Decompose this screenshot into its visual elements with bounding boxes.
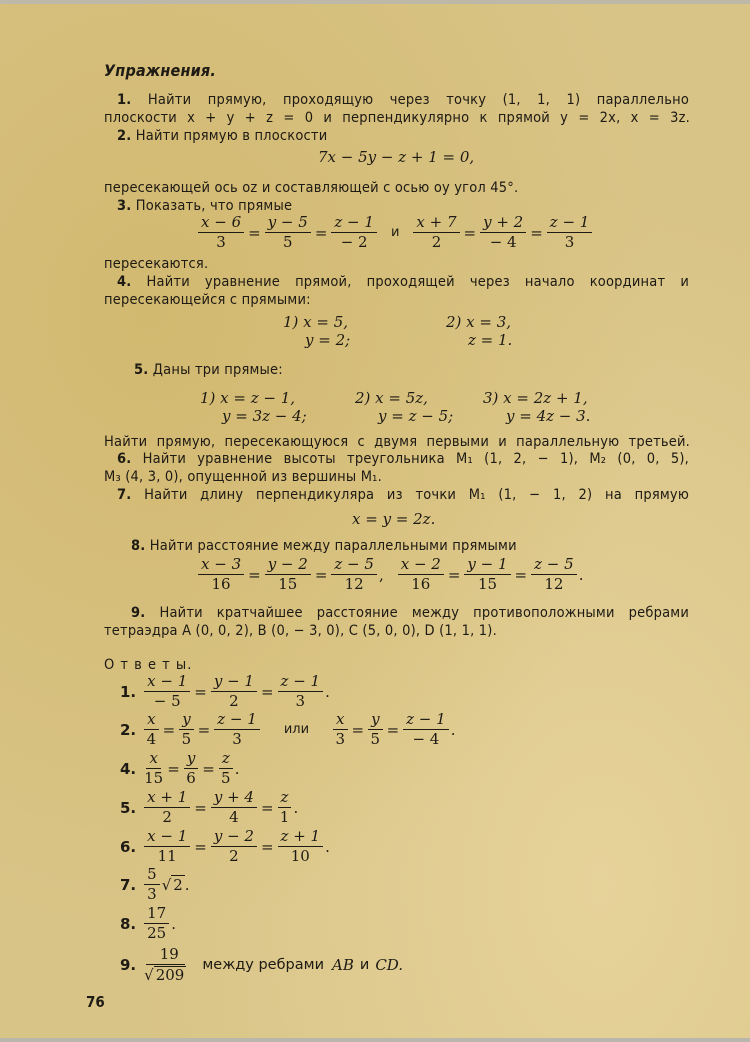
exercise-1-line1: 1. Найти прямую, проходящую через точку (1, 1, 1) параллельно	[117, 92, 690, 108]
exercise-9-line1: 9. Найти кратчайшее расстояние между противоположными ребрами	[131, 605, 690, 621]
page-number: 76	[86, 993, 105, 1011]
exercise-2-line1: 2. Найти прямую в плоскости	[117, 128, 328, 144]
exercise-5-line-3b: y = 4z − 3.	[506, 407, 591, 425]
exercise-3-lines-equation: $\frac{x - 6}{3}$ = $\frac{y - 5}{5}$ = $\frac{z - 1}{- 2}$ и $\frac{x + 7}{2}$ = $\frac{y + 2}{- 4}$ = $\frac{z - 1}{3}$	[196, 214, 594, 251]
answer-1: 1. $\frac{x - 1}{- 5}$ = $\frac{y - 1}{2}$ = $\frac{z - 1}{3}$ .	[120, 672, 330, 710]
exercise-4-line-2a: 2) x = 3,	[446, 313, 512, 331]
exercise-1-line2: плоскости x + y + z = 0 и перпендикулярно к прямой y = 2x, x = 3z.	[104, 110, 690, 126]
exercise-5-line-3a: 3) x = 2z + 1,	[483, 389, 588, 407]
exercise-5-line2: Найти прямую, пересекающуюся с двумя первыми и параллельную третьей.	[104, 434, 690, 450]
exercise-4-line1: 4. Найти уравнение прямой, проходящей через начало координат и	[117, 274, 689, 290]
exercise-4-line-2b: z = 1.	[468, 331, 513, 349]
answer-5: 5. $\frac{x + 1}{2}$ = $\frac{y + 4}{4}$ = $\frac{z}{1}$ .	[120, 788, 299, 826]
answer-9: 9. 19 √ 209 между ребрами AB и CD.	[120, 945, 404, 984]
exercise-8-line1: 8. Найти расстояние между параллельными прямыми	[131, 538, 517, 554]
answer-2: 2. $\frac{x}{4}$ = $\frac{y}{5}$ = $\frac{z - 1}{3}$ или $\frac{x}{3}$ = $\frac{y}{5}$ = $\frac{z - 1}{- 4}$ .	[120, 710, 456, 748]
exercise-4-line2: пересекающейся с прямыми:	[104, 292, 311, 308]
answer-6: 6. $\frac{x - 1}{11}$ = $\frac{y - 2}{2}$ = $\frac{z + 1}{10}$ .	[120, 827, 330, 865]
answer-4: 4. $\frac{x}{15}$ = $\frac{y}{6}$ = $\frac{z}{5}$ .	[120, 749, 240, 787]
exercise-5-line1: 5. Даны три прямые:	[134, 362, 283, 378]
exercise-2-line2: пересекающей ось oz и составляющей с осью oy угол 45°.	[104, 180, 519, 196]
exercise-6-line2: M₃ (4, 3, 0), опущенной из вершины M₁.	[104, 469, 382, 485]
square-root: √ 2	[161, 876, 183, 894]
exercise-5-line-1b: y = 3z − 4;	[222, 407, 307, 425]
exercise-7-equation: x = y = 2z.	[352, 510, 436, 528]
exercise-2-equation: 7x − 5y − z + 1 = 0,	[318, 148, 475, 166]
exercise-5-line-1a: 1) x = z − 1,	[200, 389, 296, 407]
exercise-5-line-2b: y = z − 5;	[378, 407, 454, 425]
answer-7: 7. 5 3 √ 2 .	[120, 865, 190, 903]
exercise-3-line2: пересекаются.	[104, 256, 209, 272]
exercise-4-line-1a: 1) x = 5,	[283, 313, 349, 331]
exercises-heading: Упражнения.	[104, 61, 217, 80]
exercise-7-line1: 7. Найти длину перпендикуляра из точки M₁ (1, − 1, 2) на прямую	[117, 487, 690, 503]
exercise-3-line1: 3. Показать, что прямые	[117, 198, 293, 214]
exercise-8-lines-equation: $\frac{x - 3}{16}$ = $\frac{y - 2}{15}$ = $\frac{z - 5}{12}$ , $\frac{x - 2}{16}$ = $\frac{y - 1}{15}$ = $\frac{z - 5}{12}$ .	[196, 556, 583, 593]
exercise-5-line-2a: 2) x = 5z,	[355, 389, 428, 407]
exercise-9-line2: тетраэдра A (0, 0, 2), B (0, − 3, 0), C (5, 0, 0), D (1, 1, 1).	[104, 623, 497, 639]
exercise-4-line-1b: y = 2;	[305, 331, 351, 349]
answer-8: 8. 17 25 .	[120, 904, 177, 942]
exercise-6-line1: 6. Найти уравнение высоты треугольника M₁ (1, 2, − 1), M₂ (0, 0, 5),	[117, 451, 689, 467]
answers-heading: О т в е т ы.	[104, 657, 193, 673]
scan-bottom-edge	[0, 1038, 750, 1042]
scan-top-edge	[0, 0, 750, 4]
